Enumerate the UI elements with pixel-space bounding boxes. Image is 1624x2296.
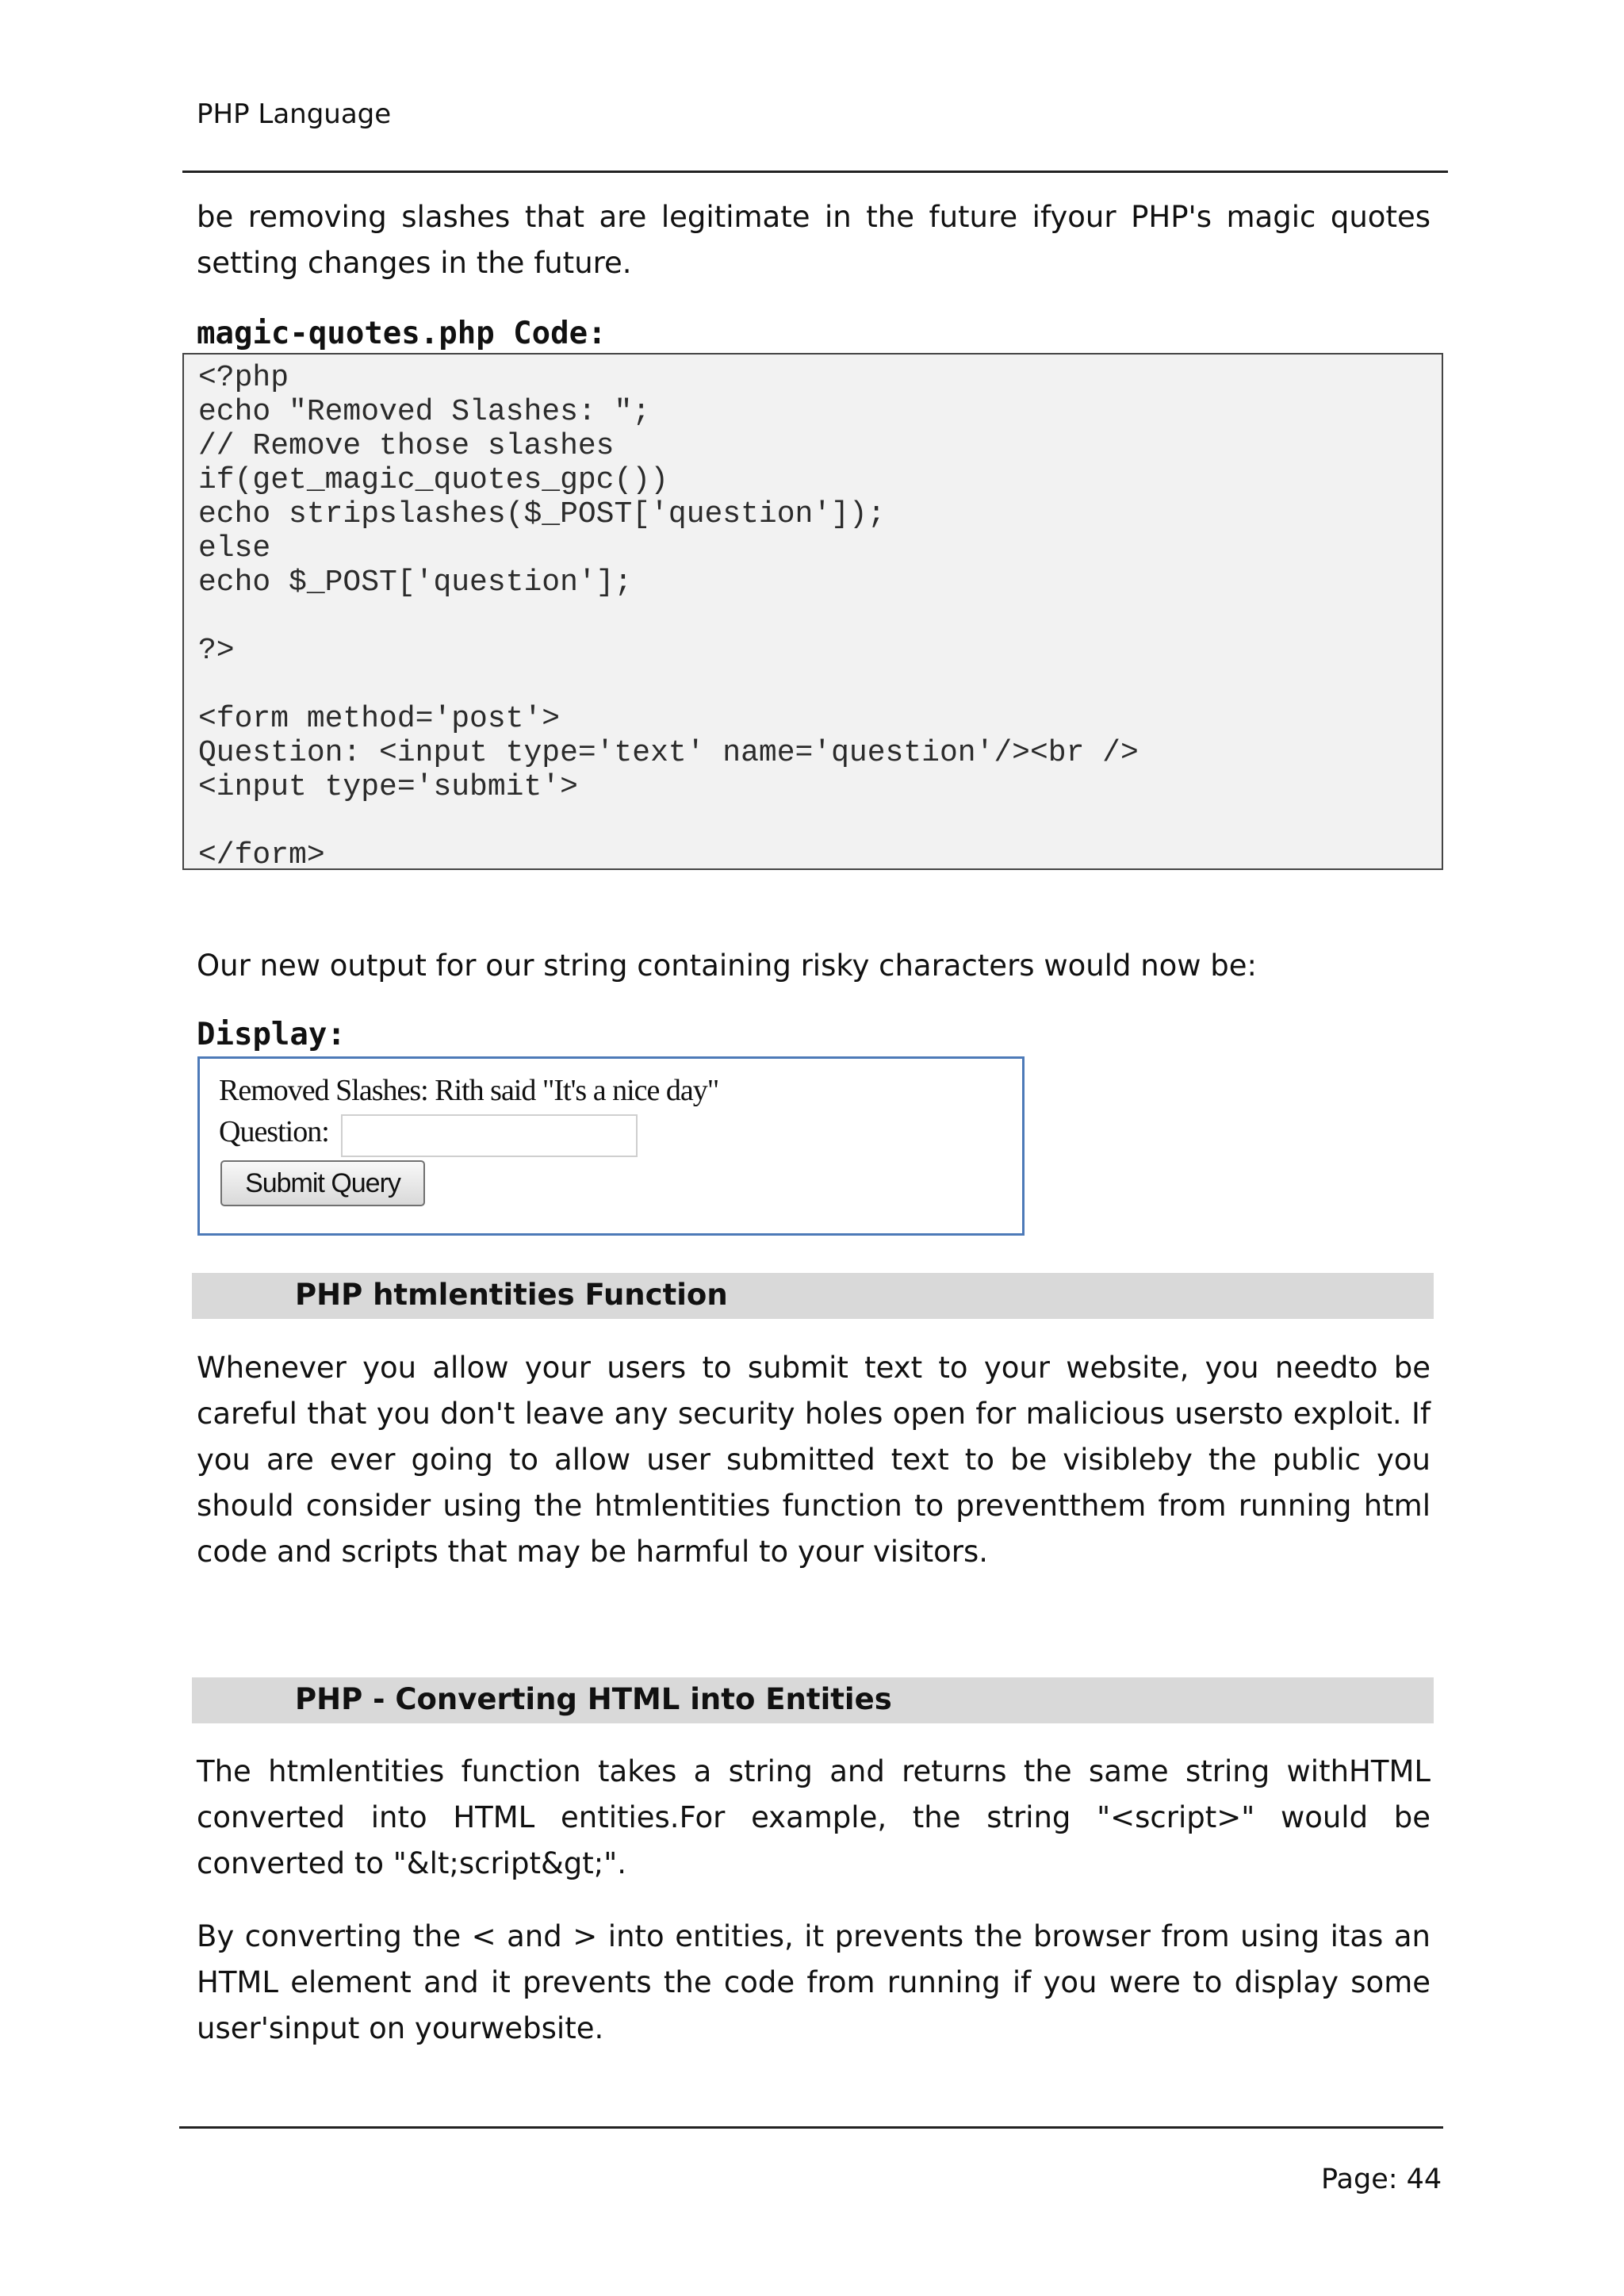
code-caption: magic-quotes.php Code: [197,316,607,351]
code-line: ?> [198,634,235,668]
section-title: PHP htmlentities Function [295,1278,728,1312]
intro-paragraph: be removing slashes that are legitimate in the future ifyour PHP's magic quotes setting changes in the future. [197,200,1431,280]
section-heading-bar [192,1677,1434,1723]
submit-query-button[interactable]: Submit Query [220,1160,425,1206]
htmlentities-paragraph: Whenever you allow your users to submit text to your website, you needto be careful that you don't leave any security holes open for malicious usersto exploit. If you are ever going to allow user submitted text to be visibleby the public you should consider using the htmlentities function to preventthem from running html code and scripts that may be harmful to your visitors. [197,1351,1431,1569]
code-block [182,353,1443,870]
code-line [198,668,1442,702]
code-line: echo $_POST['question']; [198,565,633,600]
code-line [198,600,1442,634]
question-input[interactable] [341,1114,638,1157]
code-line: </form> [198,838,325,872]
code-line: if(get_magic_quotes_gpc()) [198,463,668,497]
code-line: // Remove those slashes [198,429,615,463]
page-number: Page: 44 [1321,2164,1442,2195]
running-header: PHP Language [197,98,392,130]
converting-paragraph: The htmlentities function takes a string and returns the same string withHTML converted into HTML entities.For example, the string "<script>" would be converted to "&lt;script&gt;". [197,1754,1431,1880]
code-line [198,804,1442,838]
code-line: echo "Removed Slashes: "; [198,395,651,429]
code-line: else [198,531,271,565]
footer-rule [179,2126,1443,2129]
code-line: Question: <input type='text' name='question'/><br /> [198,736,1139,770]
question-label: Question: [219,1115,329,1148]
removed-slashes-output: Removed Slashes: Rith said "It's a nice day" [219,1074,719,1107]
code-line: <?php [198,361,289,395]
code-line: <form method='post'> [198,702,561,736]
section-title: PHP - Converting HTML into Entities [295,1682,892,1716]
header-rule [182,171,1448,173]
entities-explanation-paragraph: By converting the < and > into entities, it prevents the browser from using itas an HTML element and it prevents the code from running if you were to display some user'sinput on yourwebsite. [197,1919,1431,2045]
code-line: echo stripslashes($_POST['question']); [198,497,886,531]
output-intro-paragraph: Our new output for our string containing risky characters would now be: [197,949,1258,983]
display-caption: Display: [197,1017,346,1052]
section-heading-bar [192,1273,1434,1319]
display-output-box [197,1056,1025,1236]
code-line: <input type='submit'> [198,770,578,804]
